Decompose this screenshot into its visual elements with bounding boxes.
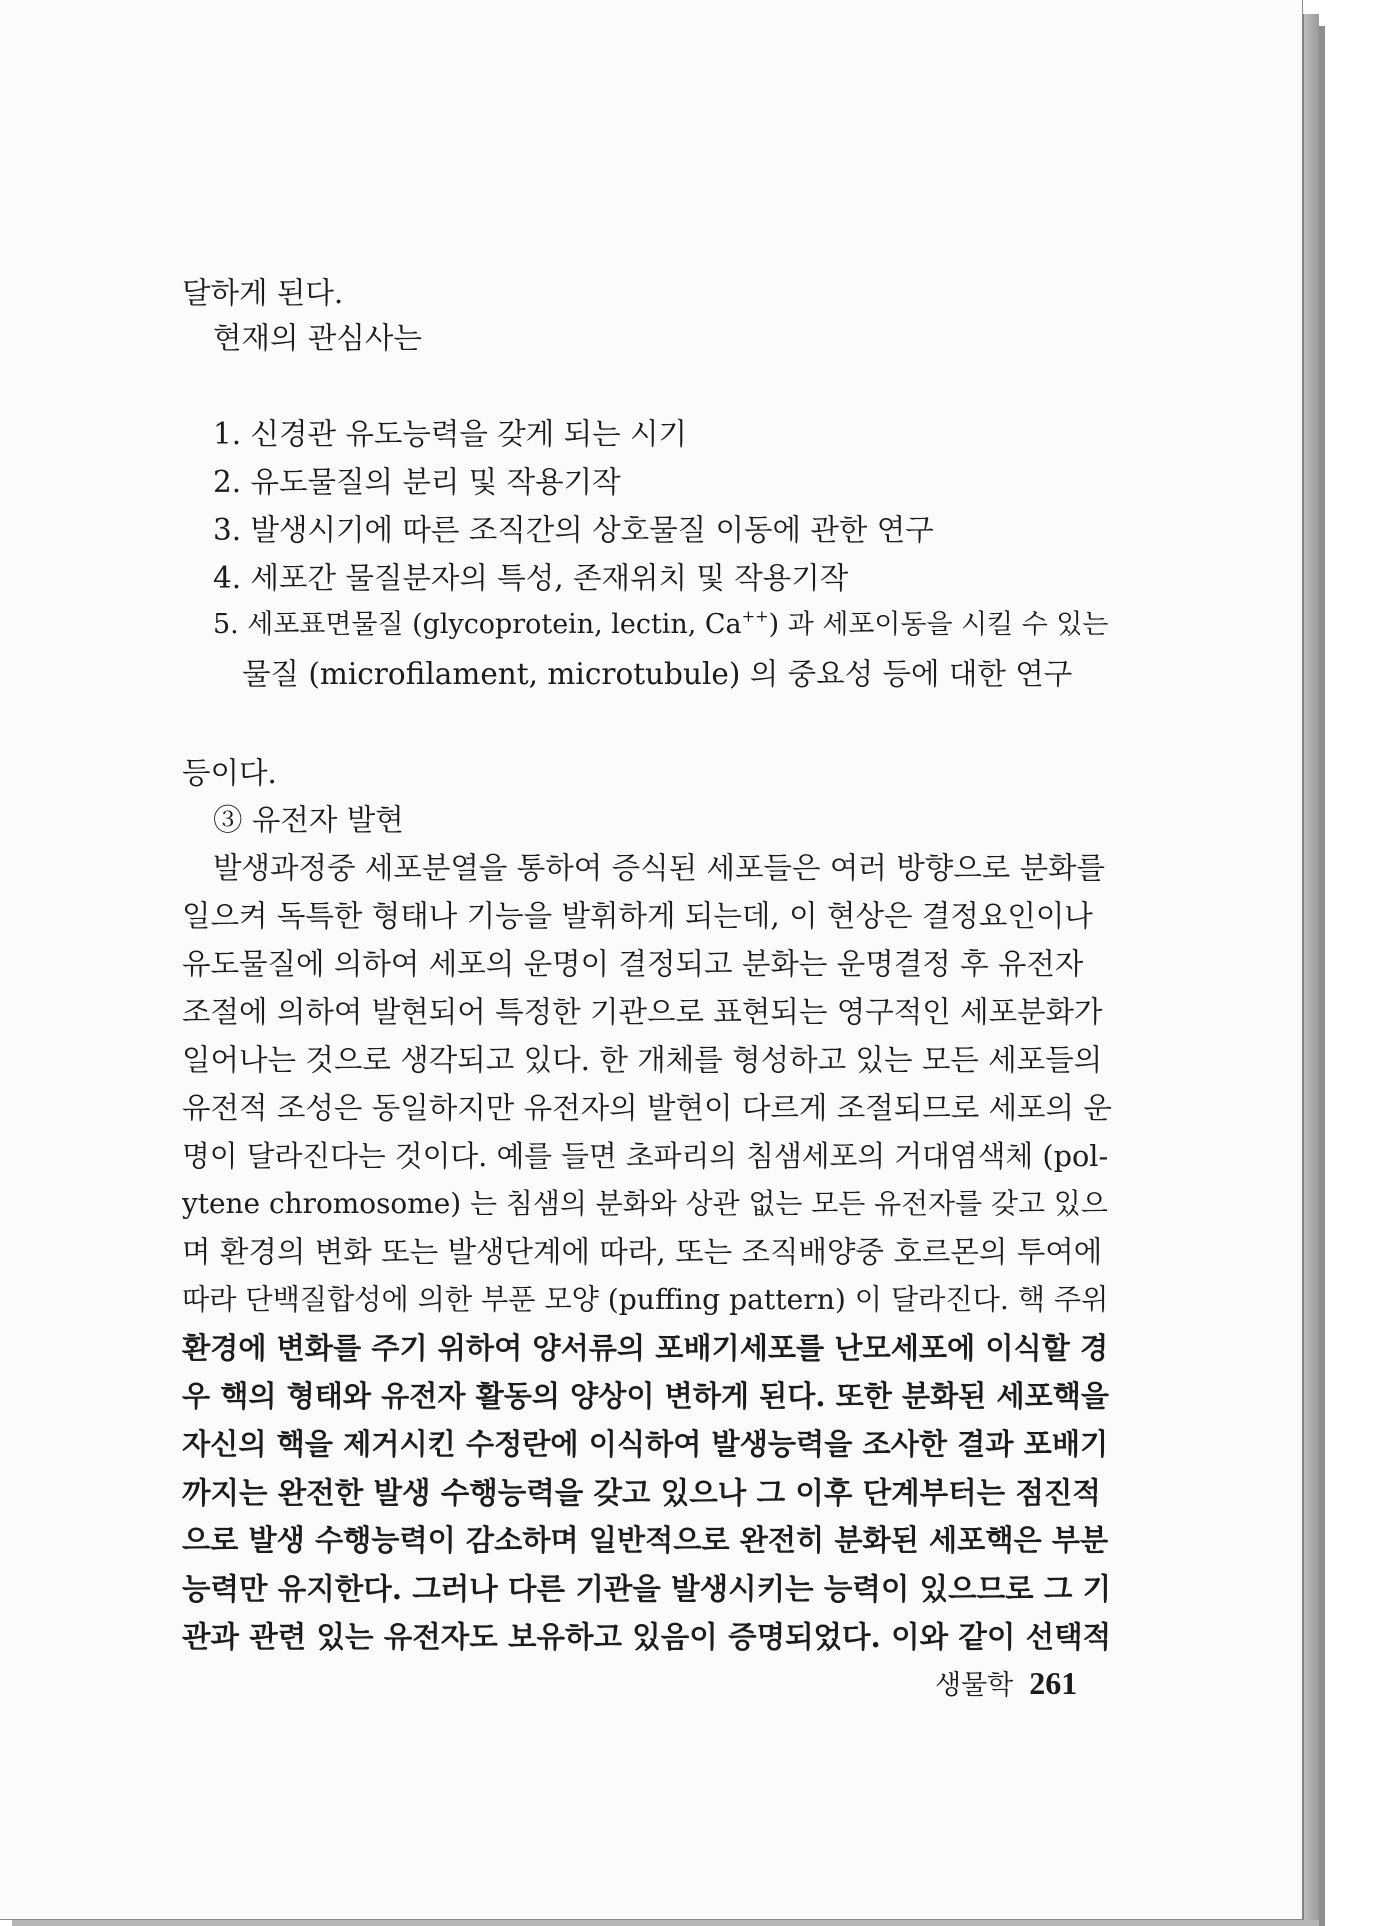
list-item: 1. 신경관 유도능력을 갖게 되는 시기 (213, 417, 687, 451)
list-close: 등이다. (182, 756, 277, 790)
body-line: 발생과정중 세포분열을 통하여 증식된 세포들은 여러 방향으로 분화를 (213, 851, 1106, 885)
body-line: 유전적 조성은 동일하지만 유전자의 발현이 다르게 조절되므로 세포의 운 (182, 1091, 1112, 1125)
page-bottom-edge (12, 1920, 1319, 1926)
body-line: 일어나는 것으로 생각되고 있다. 한 개체를 형성하고 있는 모든 세포들의 (182, 1043, 1103, 1077)
body-line: 환경에 변화를 주기 위하여 양서류의 포배기세포를 난모세포에 이식할 경 (182, 1331, 1109, 1365)
body-line: 조절에 의하여 발현되어 특정한 기관으로 표현되는 영구적인 세포분화가 (182, 995, 1103, 1029)
page-footer (935, 1663, 1077, 1702)
list-item: 2. 유도물질의 분리 및 작용기작 (213, 465, 621, 499)
body-line: 우 핵의 형태와 유전자 활동의 양상이 변하게 된다. 또한 분화된 세포핵을 (182, 1379, 1109, 1413)
body-line: 으로 발생 수행능력이 감소하며 일반적으로 완전히 분화된 세포핵은 부분 (182, 1523, 1109, 1557)
list-item: 4. 세포간 물질분자의 특성, 존재위치 및 작용기작 (213, 561, 849, 595)
intro-line: 달하게 된다. (182, 276, 344, 310)
body-line: 따라 단백질합성에 의한 부푼 모양 (puffing pattern) 이 달라진다. 핵 주위 (182, 1283, 1109, 1316)
body-line: 일으켜 독특한 형태나 기능을 발휘하게 되는데, 이 현상은 결정요인이나 (182, 899, 1093, 933)
body-line: 명이 달라진다는 것이다. 예를 들면 초파리의 침샘세포의 거대염색체 (pol- (182, 1139, 1109, 1173)
body-line: 자신의 핵을 제거시킨 수정란에 이식하여 발생능력을 조사한 결과 포배기 (182, 1427, 1109, 1461)
list-heading: 현재의 관심사는 (213, 321, 422, 355)
body-line: 며 환경의 변화 또는 발생단계에 따라, 또는 조직배양중 호르몬의 투여에 (182, 1235, 1103, 1269)
section-heading: ③ 유전자 발현 (213, 803, 404, 837)
list-item: 5. 세포표면물질 (glycoprotein, lectin, Ca++) 과 세포이동을 시킬 수 있는 (213, 606, 1109, 640)
body-line: 관과 관련 있는 유전자도 보유하고 있음이 증명되었다. 이와 같이 선택적 (182, 1619, 1112, 1654)
body-line: 유도물질에 의하여 세포의 운명이 결정되고 분화는 운명결정 후 유전자 (182, 947, 1084, 981)
running-title: 생물학 (935, 1670, 1014, 1701)
page-number: 261 (1029, 1665, 1078, 1701)
body-line: ytene chromosome) 는 침샘의 분화와 상관 없는 모든 유전자를 갖고 있으 (182, 1187, 1108, 1220)
page-stack-edge (1303, 14, 1319, 1926)
list-item: 3. 발생시기에 따른 조직간의 상호물질 이동에 관한 연구 (213, 513, 934, 547)
body-line: 까지는 완전한 발생 수행능력을 갖고 있으나 그 이후 단계부터는 점진적 (182, 1475, 1101, 1510)
page-stack-shadow (1319, 26, 1325, 1926)
list-item: 물질 (microfilament, microtubule) 의 중요성 등에 대한 연구 (242, 657, 1073, 691)
body-line: 능력만 유지한다. 그러나 다른 기관을 발생시키는 능력이 있으므로 그 기 (182, 1571, 1112, 1606)
